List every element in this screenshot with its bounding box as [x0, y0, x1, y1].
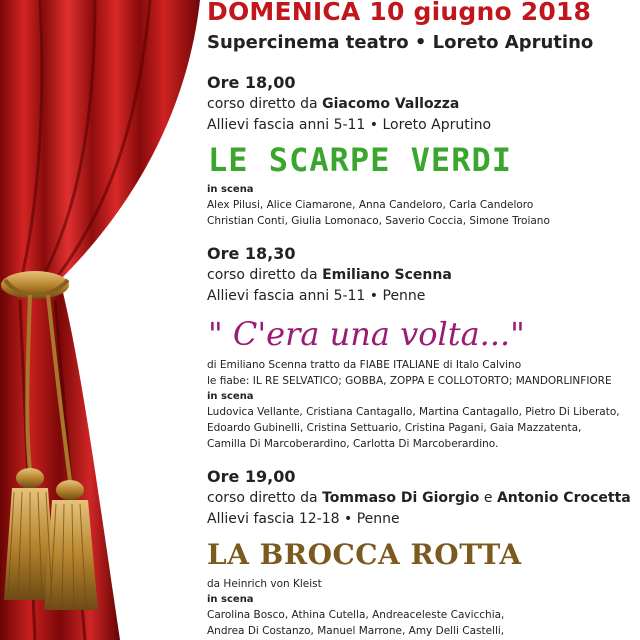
show-3-director-joiner: e — [483, 490, 493, 506]
show-2-cast-line-3: Camilla Di Marcoberardino, Carlotta Di Marcoberardino. — [207, 438, 499, 450]
show-1-director: Giacomo Vallozza — [322, 96, 460, 112]
show-3-director-1: Tommaso Di Giorgio — [322, 490, 480, 506]
event-month-year: giugno 2018 — [413, 0, 592, 26]
show-3-time: Ore 19,00 — [207, 467, 296, 486]
show-2-director-prefix: corso diretto da — [207, 267, 318, 283]
event-date — [207, 0, 591, 26]
show-2-director-line — [207, 267, 452, 283]
event-venue: Supercinema teatro • Loreto Aprutino — [207, 32, 594, 53]
show-3-cast-line-2: Andrea Di Costanzo, Manuel Marrone, Amy Delli Castelli, — [207, 625, 505, 637]
show-3-credit-line-1: da Heinrich von Kleist — [207, 578, 322, 590]
show-1-title: LE SCARPE VERDI — [208, 141, 512, 179]
show-2-students: Allievi fascia anni 5-11 • Penne — [207, 288, 426, 304]
show-1-time: Ore 18,00 — [207, 73, 296, 92]
show-2-cast-line-2: Edoardo Gubinelli, Cristina Settuario, Cristina Pagani, Gaia Mazzatenta, — [207, 422, 582, 434]
show-1-director-prefix: corso diretto da — [207, 96, 318, 112]
show-2-credit-line-1: di Emiliano Scenna tratto da FIABE ITALIANE di Italo Calvino — [207, 359, 522, 371]
curtain-illustration — [0, 0, 200, 640]
event-date-number: 10 — [369, 0, 405, 26]
show-3-title: LA BROCCA ROTTA — [207, 538, 522, 571]
show-2-title: " C'era una volta..." — [208, 315, 525, 353]
show-2-credit-line-2: le fiabe: IL RE SELVATICO; GOBBA, ZOPPA E COLLOTORTO; MANDORLINFIORE — [207, 375, 612, 387]
event-day: DOMENICA — [207, 0, 361, 26]
show-3-director-2: Antonio Crocetta — [496, 490, 631, 506]
show-2-cast-line-1: Ludovica Vellante, Cristiana Cantagallo, Martina Cantagallo, Pietro Di Liberato, — [207, 406, 620, 418]
show-3-cast-line-1: Carolina Bosco, Athina Cutella, Andreaceleste Cavicchia, — [207, 609, 505, 621]
show-3-director-prefix: corso diretto da — [207, 490, 318, 506]
show-1-cast-line-2: Christian Conti, Giulia Lomonaco, Saverio Coccia, Simone Troiano — [207, 215, 550, 227]
show-1-director-line — [207, 96, 459, 112]
show-3-cast-label: in scena — [207, 594, 254, 605]
show-1-cast-label: in scena — [207, 184, 254, 195]
program-content — [207, 0, 637, 640]
show-2-cast-label: in scena — [207, 391, 254, 402]
show-3-students: Allievi fascia 12-18 • Penne — [207, 511, 400, 527]
show-2-director: Emiliano Scenna — [322, 267, 452, 283]
show-1-cast-line-1: Alex Pilusi, Alice Ciamarone, Anna Candeloro, Carla Candeloro — [207, 199, 534, 211]
show-2-time: Ore 18,30 — [207, 244, 296, 263]
show-1-students: Allievi fascia anni 5-11 • Loreto Aprutino — [207, 117, 492, 133]
show-3-director-line — [207, 490, 631, 506]
